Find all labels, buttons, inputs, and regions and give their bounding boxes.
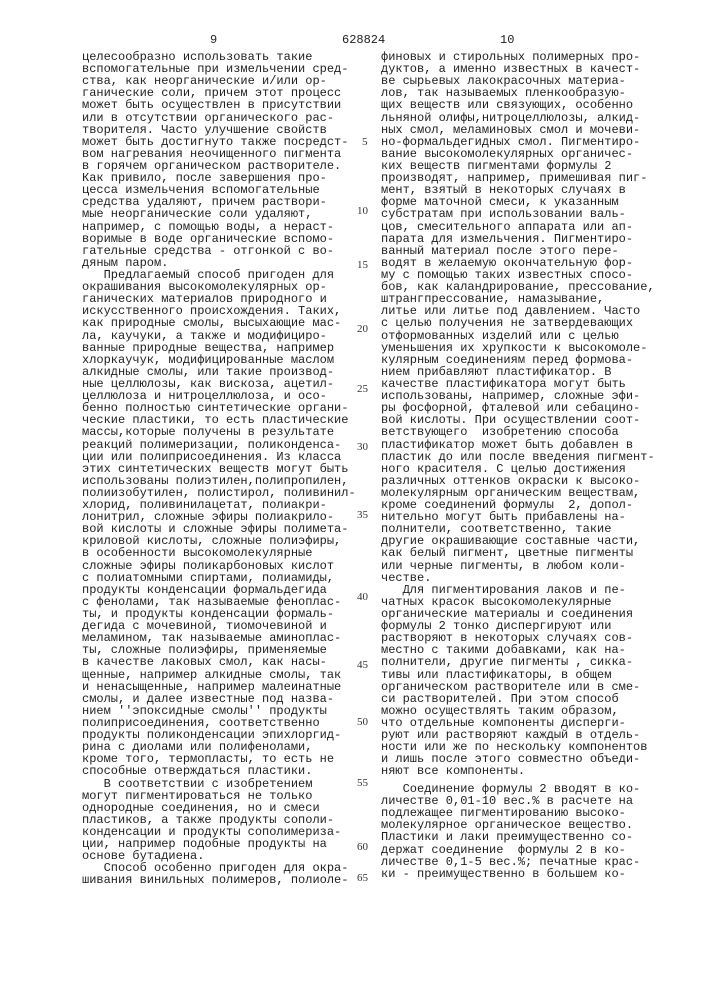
page-number-left: 9	[210, 33, 217, 47]
text-line: Пластики и лаки преимущественно со-	[381, 831, 640, 843]
text-line: вой кислоты. При осуществлении соот-	[381, 414, 655, 426]
text-line: различных оттенков окраски к высоко-	[381, 475, 655, 487]
text-line: кроме того, термопласты, то есть не	[82, 753, 356, 765]
line-number: 25	[357, 383, 368, 395]
text-line: растворяют в некоторых случаях сов-	[381, 632, 655, 644]
text-line: ных смол, меламиновых смол и мочеви-	[381, 124, 655, 136]
text-line: нительно могут быть прибавлены на-	[381, 511, 655, 523]
text-line: парата для измельчения. Пигментиро-	[381, 233, 655, 245]
text-line: ких веществ пигментами формулы 2	[381, 160, 655, 172]
right-text-column	[381, 51, 655, 778]
line-number: 55	[357, 777, 368, 789]
text-line: местно с такими добавками, как на-	[381, 644, 655, 656]
text-line: Для пигментирования лаков и пе-	[381, 584, 655, 596]
text-line: в горячем органическом растворителе.	[82, 160, 356, 172]
patent-number: 628824	[342, 33, 385, 47]
text-line: например, с помощью воды, а нераст-	[82, 221, 356, 233]
text-line: криловой кислоты, сложные полиэфиры,	[82, 535, 356, 547]
text-line: и лишь после этого совместно объеди-	[381, 753, 655, 765]
text-line: дяным паром.	[82, 257, 356, 269]
line-number: 20	[357, 323, 368, 335]
text-line: руют или растворяют каждый в отдель-	[381, 729, 655, 741]
text-line: ции, например подобные продукты на	[82, 838, 356, 850]
text-line: органические материалы и соединения	[381, 608, 655, 620]
text-line: меламином, так называемые аминоплас-	[82, 632, 356, 644]
text-line: форме маточной смеси, к указанным	[381, 196, 655, 208]
text-line: вом нагревания неочищенного пигмента	[82, 148, 356, 160]
text-line: или в отсутствии органического рас-	[82, 112, 356, 124]
page-number-right: 10	[500, 33, 514, 47]
text-line: с полиатомными спиртами, полиамиды,	[82, 572, 356, 584]
line-number: 45	[357, 659, 368, 671]
text-line: пластиков, а также продукты сополи-	[82, 814, 356, 826]
text-line: и ненасыщенные, например малеинатные	[82, 681, 356, 693]
text-line: шивания винильных полимеров, полиоле-	[82, 874, 356, 886]
text-line: окрашивания высокомолекулярных ор-	[82, 281, 356, 293]
text-line: но-формальдегидных смол. Пигментиро-	[381, 136, 655, 148]
text-line: личестве 0,01-10 вес.% в расчете на	[381, 795, 640, 807]
text-line: полнители, соответственно, такие	[381, 523, 655, 535]
text-line: ганические соли, причем этот процесс	[82, 87, 356, 99]
text-line: качестве пластификатора могут быть	[381, 378, 655, 390]
text-line: могут пигментироваться не только	[82, 790, 356, 802]
text-line: честве.	[381, 572, 655, 584]
text-line: продукты конденсации формальдегида	[82, 584, 356, 596]
text-line: лонитрил, сложные эфиры полиакрило-	[82, 511, 356, 523]
text-line: льняной олифы,нитроцеллюлозы, алкид-	[381, 112, 655, 124]
line-number: 35	[357, 509, 368, 521]
text-line: тивы или пластификаторы, в общем	[381, 669, 655, 681]
text-line: конденсации и продукты сополимериза-	[82, 826, 356, 838]
text-line: как природные смолы, высыхающие мас-	[82, 317, 356, 329]
text-line: основе бутадиена.	[82, 850, 356, 862]
text-line: мые неорганические соли удаляют,	[82, 208, 356, 220]
text-line: полиизобутилен, полистирол, поливинил-	[82, 487, 356, 499]
text-line: дегида с мочевиной, тиомочевиной и	[82, 620, 356, 632]
text-line: с целью получения не затвердевающих	[381, 317, 655, 329]
text-line: водят в желаемую окончательную фор-	[381, 257, 655, 269]
text-line: массы,которые получены в результате	[82, 426, 356, 438]
text-line: полнители, другие пигменты , сикка-	[381, 656, 655, 668]
text-line: Соединение формулы 2 вводят в ко-	[381, 783, 640, 795]
text-line: хлоркаучук, модифицированные маслом	[82, 354, 356, 366]
text-line: ческие пластики, то есть пластические	[82, 414, 356, 426]
text-line: ванные природные вещества, например	[82, 342, 356, 354]
text-line: мент, взятый в некоторых случаях в	[381, 184, 655, 196]
text-line: ные целлюлозы, как вискоза, ацетил-	[82, 378, 356, 390]
text-line: или черные пигменты, в любом коли-	[381, 560, 655, 572]
text-line: личестве 0,1-5 вес.%; печатные крас-	[381, 856, 640, 868]
line-number: 40	[357, 591, 368, 603]
text-line: субстратам при использовании валь-	[381, 208, 655, 220]
text-line: чатных красок высокомолекулярные	[381, 596, 655, 608]
text-line: средства удаляют, причем раствори-	[82, 196, 356, 208]
text-line: ветствующего изобретению способа	[381, 426, 655, 438]
line-number: 10	[357, 205, 368, 217]
line-number: 50	[357, 716, 368, 728]
text-line: формулы 2 тонко диспергируют или	[381, 620, 655, 632]
line-number: 5	[362, 136, 368, 148]
text-line: творителя. Часто улучшение свойств	[82, 124, 356, 136]
text-line: продукты поликонденсации эпихлоргид-	[82, 729, 356, 741]
text-line: ты, сложные полиэфиры, применяемые	[82, 644, 356, 656]
text-line: ла, каучуки, а также и модифициро-	[82, 330, 356, 342]
text-line: уменьшения их хрупкости к высокомоле-	[381, 342, 655, 354]
text-line: хлорид, поливинилацетат, полиакри-	[82, 499, 356, 511]
text-line: вспомогательные при измельчении сред-	[82, 63, 356, 75]
text-line: может быть достигнуто также посредст-	[82, 136, 356, 148]
text-line: воримые в воде органические вспомо-	[82, 233, 356, 245]
text-line: цесса измельчения вспомогательные	[82, 184, 356, 196]
text-line: гательные средства - отгонкой с во-	[82, 245, 356, 257]
text-line: Предлагаемый способ пригоден для	[82, 269, 356, 281]
text-line: ства, как неорганические и/или ор-	[82, 75, 356, 87]
text-line: держат соединение формулы 2 в ко-	[381, 844, 640, 856]
line-number: 65	[357, 872, 368, 884]
text-line: ции или полиприсоединения. Из класса	[82, 451, 356, 463]
text-line: может быть осуществлен в присутствии	[82, 99, 356, 111]
text-line: Как привило, после завершения про-	[82, 172, 356, 184]
text-line: как белый пигмент, цветные пигменты	[381, 547, 655, 559]
text-line: подлежащее пигментированию высоко-	[381, 807, 640, 819]
text-line: финовых и стирольных полимерных про-	[381, 51, 655, 63]
text-line: щих веществ или связующих, особенно	[381, 99, 655, 111]
text-line: Способ особенно пригоден для окра-	[82, 862, 356, 874]
text-line: си растворителей. При этом способ	[381, 693, 655, 705]
text-line: щенные, например алкидные смолы, так	[82, 669, 356, 681]
text-line: литье или литье под давлением. Часто	[381, 305, 655, 317]
text-line: что отдельные компоненты дисперги-	[381, 717, 655, 729]
text-line: няют все компоненты.	[381, 765, 655, 777]
text-line: в особенности высокомолекулярные	[82, 547, 356, 559]
text-line: смолы, и далее известные под назва-	[82, 693, 356, 705]
text-line: ры фосфорной, фталевой или себацино-	[381, 402, 655, 414]
text-line: искусственного происхождения. Таких,	[82, 305, 356, 317]
line-number: 30	[357, 441, 368, 453]
text-line: отформованных изделий или с целью	[381, 330, 655, 342]
text-line: В соответствии с изобретением	[82, 778, 356, 790]
text-line: кулярным соединениям перед формова-	[381, 354, 655, 366]
text-line: му с помощью таких известных спосо-	[381, 269, 655, 281]
text-line: ванный материал после этого пере-	[381, 245, 655, 257]
text-line: лов, так называемых пленкообразую-	[381, 87, 655, 99]
text-line: штрангпрессование, намазывание,	[381, 293, 655, 305]
text-line: способные отверждаться пластики.	[82, 765, 356, 777]
text-line: органическом растворителе или в сме-	[381, 681, 655, 693]
text-line: ганических материалов природного и	[82, 293, 356, 305]
text-line: реакций полимеризации, поликонденса-	[82, 439, 356, 451]
text-line: вание высокомолекулярных органичес-	[381, 148, 655, 160]
text-line: пластик до или после введения пигмент-	[381, 451, 655, 463]
text-line: другие окрашивающие составные части,	[381, 535, 655, 547]
text-line: однородные соединения, но и смеси	[82, 802, 356, 814]
text-line: цов, смесительного аппарата или ап-	[381, 221, 655, 233]
text-line: бенно полностью синтетические органи-	[82, 402, 356, 414]
text-line: ки - преимущественно в большем ко-	[381, 868, 640, 880]
text-line: ты, и продукты конденсации формаль-	[82, 608, 356, 620]
line-number: 60	[357, 841, 368, 853]
text-line: нием прибавляют пластификатор. В	[381, 366, 655, 378]
text-line: целлюлоза и нитроцеллюлоза, и осо-	[82, 390, 356, 402]
text-line: бов, как каландрирование, прессование,	[381, 281, 655, 293]
text-line: ности или же по нескольку компонентов	[381, 741, 655, 753]
text-line: целесообразно использовать такие	[82, 51, 356, 63]
left-text-column	[82, 51, 356, 887]
text-line: рина с диолами или полифенолами,	[82, 741, 356, 753]
text-line: ве сырьевых лакокрасочных материа-	[381, 75, 655, 87]
text-line: молекулярное органическое вещество.	[381, 819, 640, 831]
text-line: полиприсоединения, соответственно	[82, 717, 356, 729]
text-line: кроме соединений формулы 2, допол-	[381, 499, 655, 511]
text-line: дуктов, а именно известных в качест-	[381, 63, 655, 75]
text-line: использованы полиэтилен,полипропилен,	[82, 475, 356, 487]
text-line: с фенолами, так называемые феноплас-	[82, 596, 356, 608]
text-line: нием ''эпоксидные смолы'' продукты	[82, 705, 356, 717]
text-line: вой кислоты и сложные эфиры полимета-	[82, 523, 356, 535]
line-number: 15	[357, 259, 368, 271]
text-line: этих синтетических веществ могут быть	[82, 463, 356, 475]
text-line: использованы, например, сложные эфи-	[381, 390, 655, 402]
text-line: производят, например, примешивая пиг-	[381, 172, 655, 184]
text-line: можно осуществлять таким образом,	[381, 705, 655, 717]
text-line: ного красителя. С целью достижения	[381, 463, 655, 475]
text-line: алкидные смолы, или такие производ-	[82, 366, 356, 378]
text-line: в качестве лаковых смол, как насы-	[82, 656, 356, 668]
text-line: пластификатор может быть добавлен в	[381, 439, 655, 451]
right-text-column-final-paragraph	[381, 783, 640, 880]
text-line: сложные эфиры поликарбоновых кислот	[82, 560, 356, 572]
text-line: молекулярным органическим веществам,	[381, 487, 655, 499]
